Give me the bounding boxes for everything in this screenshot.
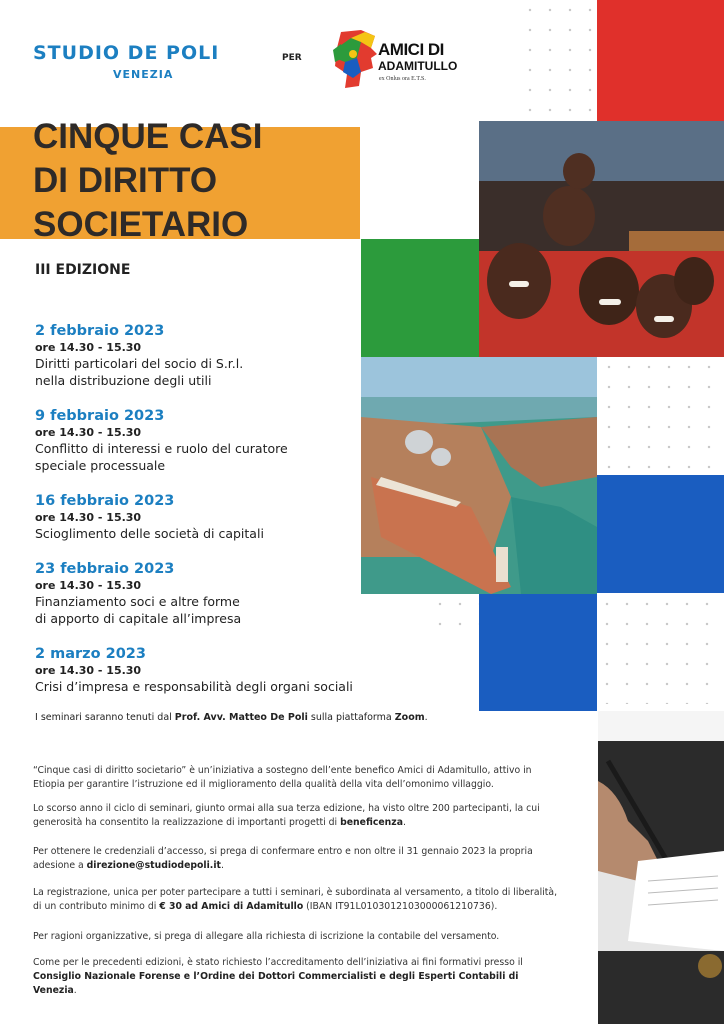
session-topic: di apporto di capitale all’impresa (35, 611, 242, 626)
dot-pattern (430, 594, 480, 634)
session-topic: Crisi d’impresa e responsabilità degli organi sociali (35, 679, 353, 694)
title-line: SOCIETARIO (33, 205, 249, 244)
session-topic: nella distribuzione degli utili (35, 373, 212, 388)
partner-name-line2: ADAMITULLO (378, 59, 458, 73)
edition-label: III EDIZIONE (35, 262, 131, 278)
session-date: 2 febbraio 2023 (35, 323, 165, 339)
paragraph-receipt: Per ragioni organizzative, si prega di allegare alla richiesta di iscrizione la contabile del versamento. (33, 931, 500, 942)
signing-photo (598, 711, 724, 1024)
session-time: ore 14.30 - 15.30 (35, 341, 142, 354)
studio-name: STUDIO DE POLI (33, 42, 220, 64)
session-time: ore 14.30 - 15.30 (35, 511, 142, 524)
paragraph-registration: La registrazione, unica per poter partecipare a tutti i seminari, è subordinata al versamento, a titolo di liberalità, di un contributo minimo di € 30 ad Amici di Adamitullo (IBAN IT91L0103012103000061210736). (33, 887, 558, 912)
contact-email[interactable]: direzione@studiodepoli.it (86, 860, 221, 871)
paragraph-accreditation: Come per le precedenti edizioni, è stato richiesto l’accreditamento dell’iniziativa ai fini formativi presso il Consiglio Nazionale Forense e l’Ordine dei Dottori Commercialisti e degli Esperti Contabili di Venezia. (33, 957, 523, 996)
seminar-note: I seminari saranno tenuti dal Prof. Avv. Matteo De Poli sulla piattaforma Zoom. (35, 712, 428, 723)
venice-photo (361, 357, 597, 594)
session-date: 16 febbraio 2023 (35, 493, 175, 509)
session-date: 2 marzo 2023 (35, 646, 146, 662)
paragraph-intro: “Cinque casi di diritto societario” è un’iniziativa a sostegno dell’ente benefico Amici di Adamitullo, attivo in Etiopia per garantire l’istruzione ed il miglioramento della qualità della vita dell’omonimo villaggio. (33, 765, 532, 790)
session-topic: Scioglimento delle società di capitali (35, 526, 264, 541)
session-time: ore 14.30 - 15.30 (35, 579, 142, 592)
children-photo (479, 121, 724, 357)
blue-square-2 (479, 594, 597, 711)
page-title (33, 115, 363, 247)
session-topic: Diritti particolari del socio di S.r.l. (35, 356, 244, 371)
session-time: ore 14.30 - 15.30 (35, 426, 142, 439)
session-4 (35, 560, 435, 627)
title-line: CINQUE CASI (33, 117, 263, 156)
partner-name-line1: AMICI DI (378, 40, 444, 59)
adamitullo-logo-icon (331, 28, 381, 90)
speaker-name: Prof. Avv. Matteo De Poli (174, 712, 308, 723)
session-topic: speciale processuale (35, 458, 166, 473)
paragraph-history: Lo scorso anno il ciclo di seminari, giunto ormai alla sua terza edizione, ha visto oltre 200 partecipanti, la cui generosità ha consentito la realizzazione di importanti progetti di beneficenza. (33, 803, 540, 828)
session-time: ore 14.30 - 15.30 (35, 664, 142, 677)
paragraph-credentials: Per ottenere le credenziali d’accesso, si prega di confermare entro e non oltre il 31 gennaio 2023 la propria adesione a direzione@studiodepoli.it. (33, 846, 533, 871)
session-date: 23 febbraio 2023 (35, 561, 175, 577)
title-line: DI DIRITTO (33, 161, 218, 200)
session-3 (35, 492, 435, 542)
studio-city: VENEZIA (113, 68, 174, 81)
session-date: 9 febbraio 2023 (35, 408, 165, 424)
partner-subtitle: ex Onlus ora E.T.S. (379, 76, 426, 82)
session-topic: Conflitto di interessi e ruolo del curatore (35, 441, 288, 456)
blue-square (597, 475, 724, 593)
session-1 (35, 322, 435, 389)
dot-pattern (597, 594, 724, 704)
dot-pattern (520, 0, 597, 121)
session-5 (35, 645, 435, 695)
per-label: PER (282, 53, 302, 63)
session-topic: Finanziamento soci e altre forme (35, 594, 240, 609)
red-square (597, 0, 724, 121)
session-2 (35, 407, 435, 474)
platform-name: Zoom (394, 712, 425, 723)
